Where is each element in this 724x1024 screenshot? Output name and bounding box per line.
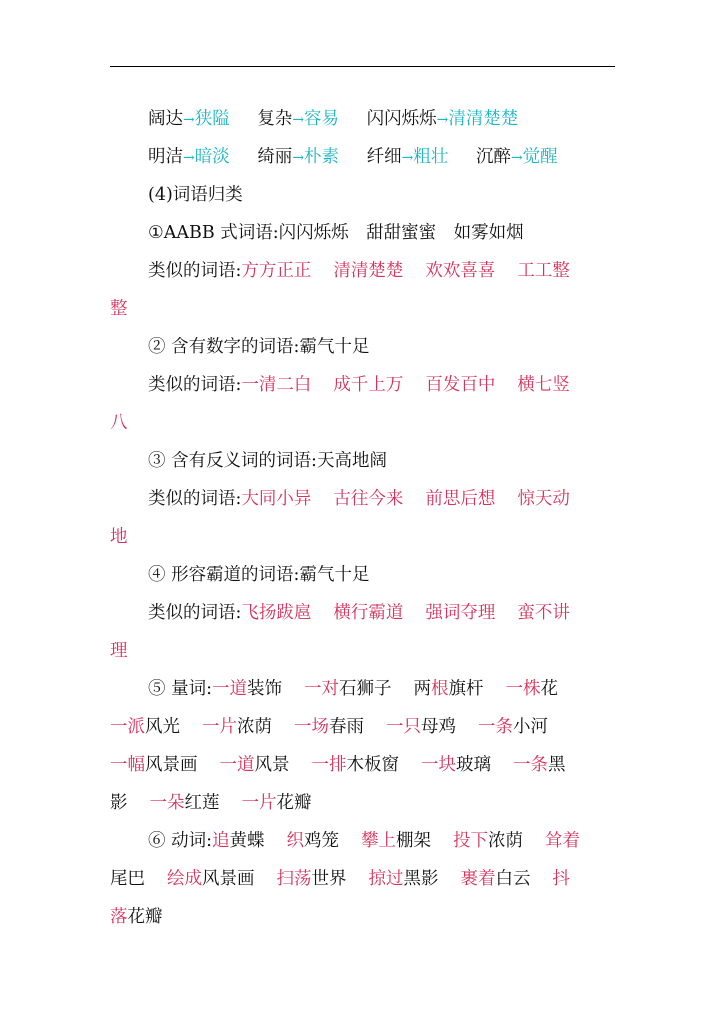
group-heading: ⑥ 动词: [148,831,212,851]
noun: 母鸡 [421,717,456,737]
object: 鸡笼 [303,831,339,851]
measure-word: 一条 [478,717,513,737]
noun: 装饰 [246,679,282,699]
object: 世界 [311,869,347,889]
group-heading: ② 含有数字的词语:霸气十足 [148,337,370,357]
example-word: 方方正正 [241,261,312,281]
example-word: 一清二白 [241,375,312,395]
word: 沉醉 [475,147,511,167]
similar-words [110,480,615,518]
similar-words [110,366,615,404]
verbs-line [110,860,615,898]
arrow-icon: → [292,112,305,128]
arrow-icon: → [401,150,414,166]
noun: 木板窗 [346,755,399,775]
verb: 攀上 [360,831,396,851]
noun: 花瓣 [276,793,312,813]
verb: 绘成 [167,869,202,889]
verb: 裹着 [460,869,496,889]
arrow-icon: → [183,150,195,166]
measure-word: 一只 [386,717,421,737]
word: 复杂 [257,109,293,129]
measure-words-line [110,784,615,822]
antonym-row [110,100,615,138]
antonym: 狭隘 [194,109,230,129]
noun: 影 [110,793,128,813]
object: 白云 [495,869,531,889]
example-word: 惊天动 [517,489,570,509]
measure-word: 一对 [303,679,339,699]
antonym: 容易 [304,109,340,129]
measure-words-line [110,670,615,708]
word: 阔达 [148,109,183,129]
verb: 扫荡 [276,869,312,889]
example-word: 清清楚楚 [333,261,404,281]
arrow-icon: → [510,150,523,166]
noun: 旗杆 [448,679,484,699]
measure-word: 一株 [505,679,541,699]
example-word: 成千上万 [333,375,404,395]
measure-word: 一幅 [110,755,145,775]
noun: 玻璃 [456,755,491,775]
object: 尾巴 [110,869,145,889]
noun: 风光 [145,717,180,737]
measure-word: 一块 [421,755,456,775]
similar-label: 类似的词语: [148,261,242,281]
measure-word: 一道 [211,679,247,699]
noun: 春雨 [329,717,364,737]
measure-word: 根 [430,679,449,699]
wrapped-text: 地 [110,527,128,547]
antonym: 粗壮 [413,147,449,167]
word: 闪闪烁烁 [366,109,437,129]
noun: 浓荫 [237,717,272,737]
wrapped-text: 整 [110,299,128,319]
noun: 风景 [254,755,290,775]
measure-word: 一片 [241,793,277,813]
noun: 小河 [513,717,548,737]
example-word: 前思后想 [425,489,496,509]
verb: 抖 [552,869,570,889]
arrow-icon: → [183,112,195,128]
object: 黑影 [403,869,439,889]
measure-words-line [110,708,615,746]
antonym: 觉醒 [522,147,558,167]
antonym: 朴素 [304,147,340,167]
verbs-line [110,898,615,936]
header-rule [110,66,615,67]
example-word: 欢欢喜喜 [425,261,496,281]
measure-word: 一朵 [149,793,185,813]
antonym: 暗淡 [194,147,230,167]
measure-words-line [110,746,615,784]
similar-label: 类似的词语: [148,489,242,509]
noun: 风景画 [145,755,198,775]
verb: 织 [286,831,304,851]
noun: 石狮子 [338,679,392,699]
object: 风景画 [202,869,255,889]
object: 花瓣 [127,907,163,927]
word: 绮丽 [257,147,293,167]
example-word: 强词夺理 [425,603,496,623]
document-body [110,100,615,936]
group-heading: ③ 含有反义词的词语:天高地阔 [148,451,387,471]
arrow-icon: → [436,112,449,128]
wrapped-text: 理 [110,641,128,661]
group-heading: ⑤ 量词: [148,679,212,699]
example-word: 百发百中 [425,375,496,395]
measure-word: 一条 [513,755,548,775]
object: 棚架 [395,831,431,851]
similar-words [110,594,615,632]
example-word: 古往今来 [333,489,404,509]
arrow-icon: → [292,150,305,166]
numeral: 两 [413,679,431,699]
section-title: (4)词语归类 [148,185,243,205]
word: 明洁 [148,147,183,167]
measure-word: 一场 [294,717,329,737]
verb: 掠过 [368,869,404,889]
group-heading: ①AABB 式词语:闪闪烁烁 甜甜蜜蜜 如雾如烟 [148,223,524,243]
similar-words [110,252,615,290]
example-word: 蛮不讲 [517,603,570,623]
object: 黄蝶 [229,831,265,851]
noun: 红莲 [184,793,220,813]
noun: 黑 [548,755,566,775]
noun: 花 [540,679,558,699]
example-word: 工工整 [517,261,570,281]
verbs-line [110,822,615,860]
verb: 投下 [452,831,488,851]
similar-label: 类似的词语: [148,375,242,395]
group-heading: ④ 形容霸道的词语:霸气十足 [148,565,370,585]
measure-word: 一排 [311,755,347,775]
measure-word: 一片 [202,717,237,737]
object: 浓荫 [487,831,523,851]
measure-word: 一派 [110,717,145,737]
verb: 追 [211,831,230,851]
example-word: 横行霸道 [333,603,404,623]
measure-word: 一道 [219,755,255,775]
antonym: 清清楚楚 [448,109,519,129]
verb: 落 [110,907,128,927]
example-word: 横七竖 [517,375,570,395]
similar-label: 类似的词语: [148,603,242,623]
example-word: 飞扬跋扈 [241,603,312,623]
word: 纤细 [366,147,402,167]
antonym-row [110,138,615,176]
verb: 耸着 [544,831,580,851]
example-word: 大同小异 [241,489,312,509]
wrapped-text: 八 [110,413,128,433]
